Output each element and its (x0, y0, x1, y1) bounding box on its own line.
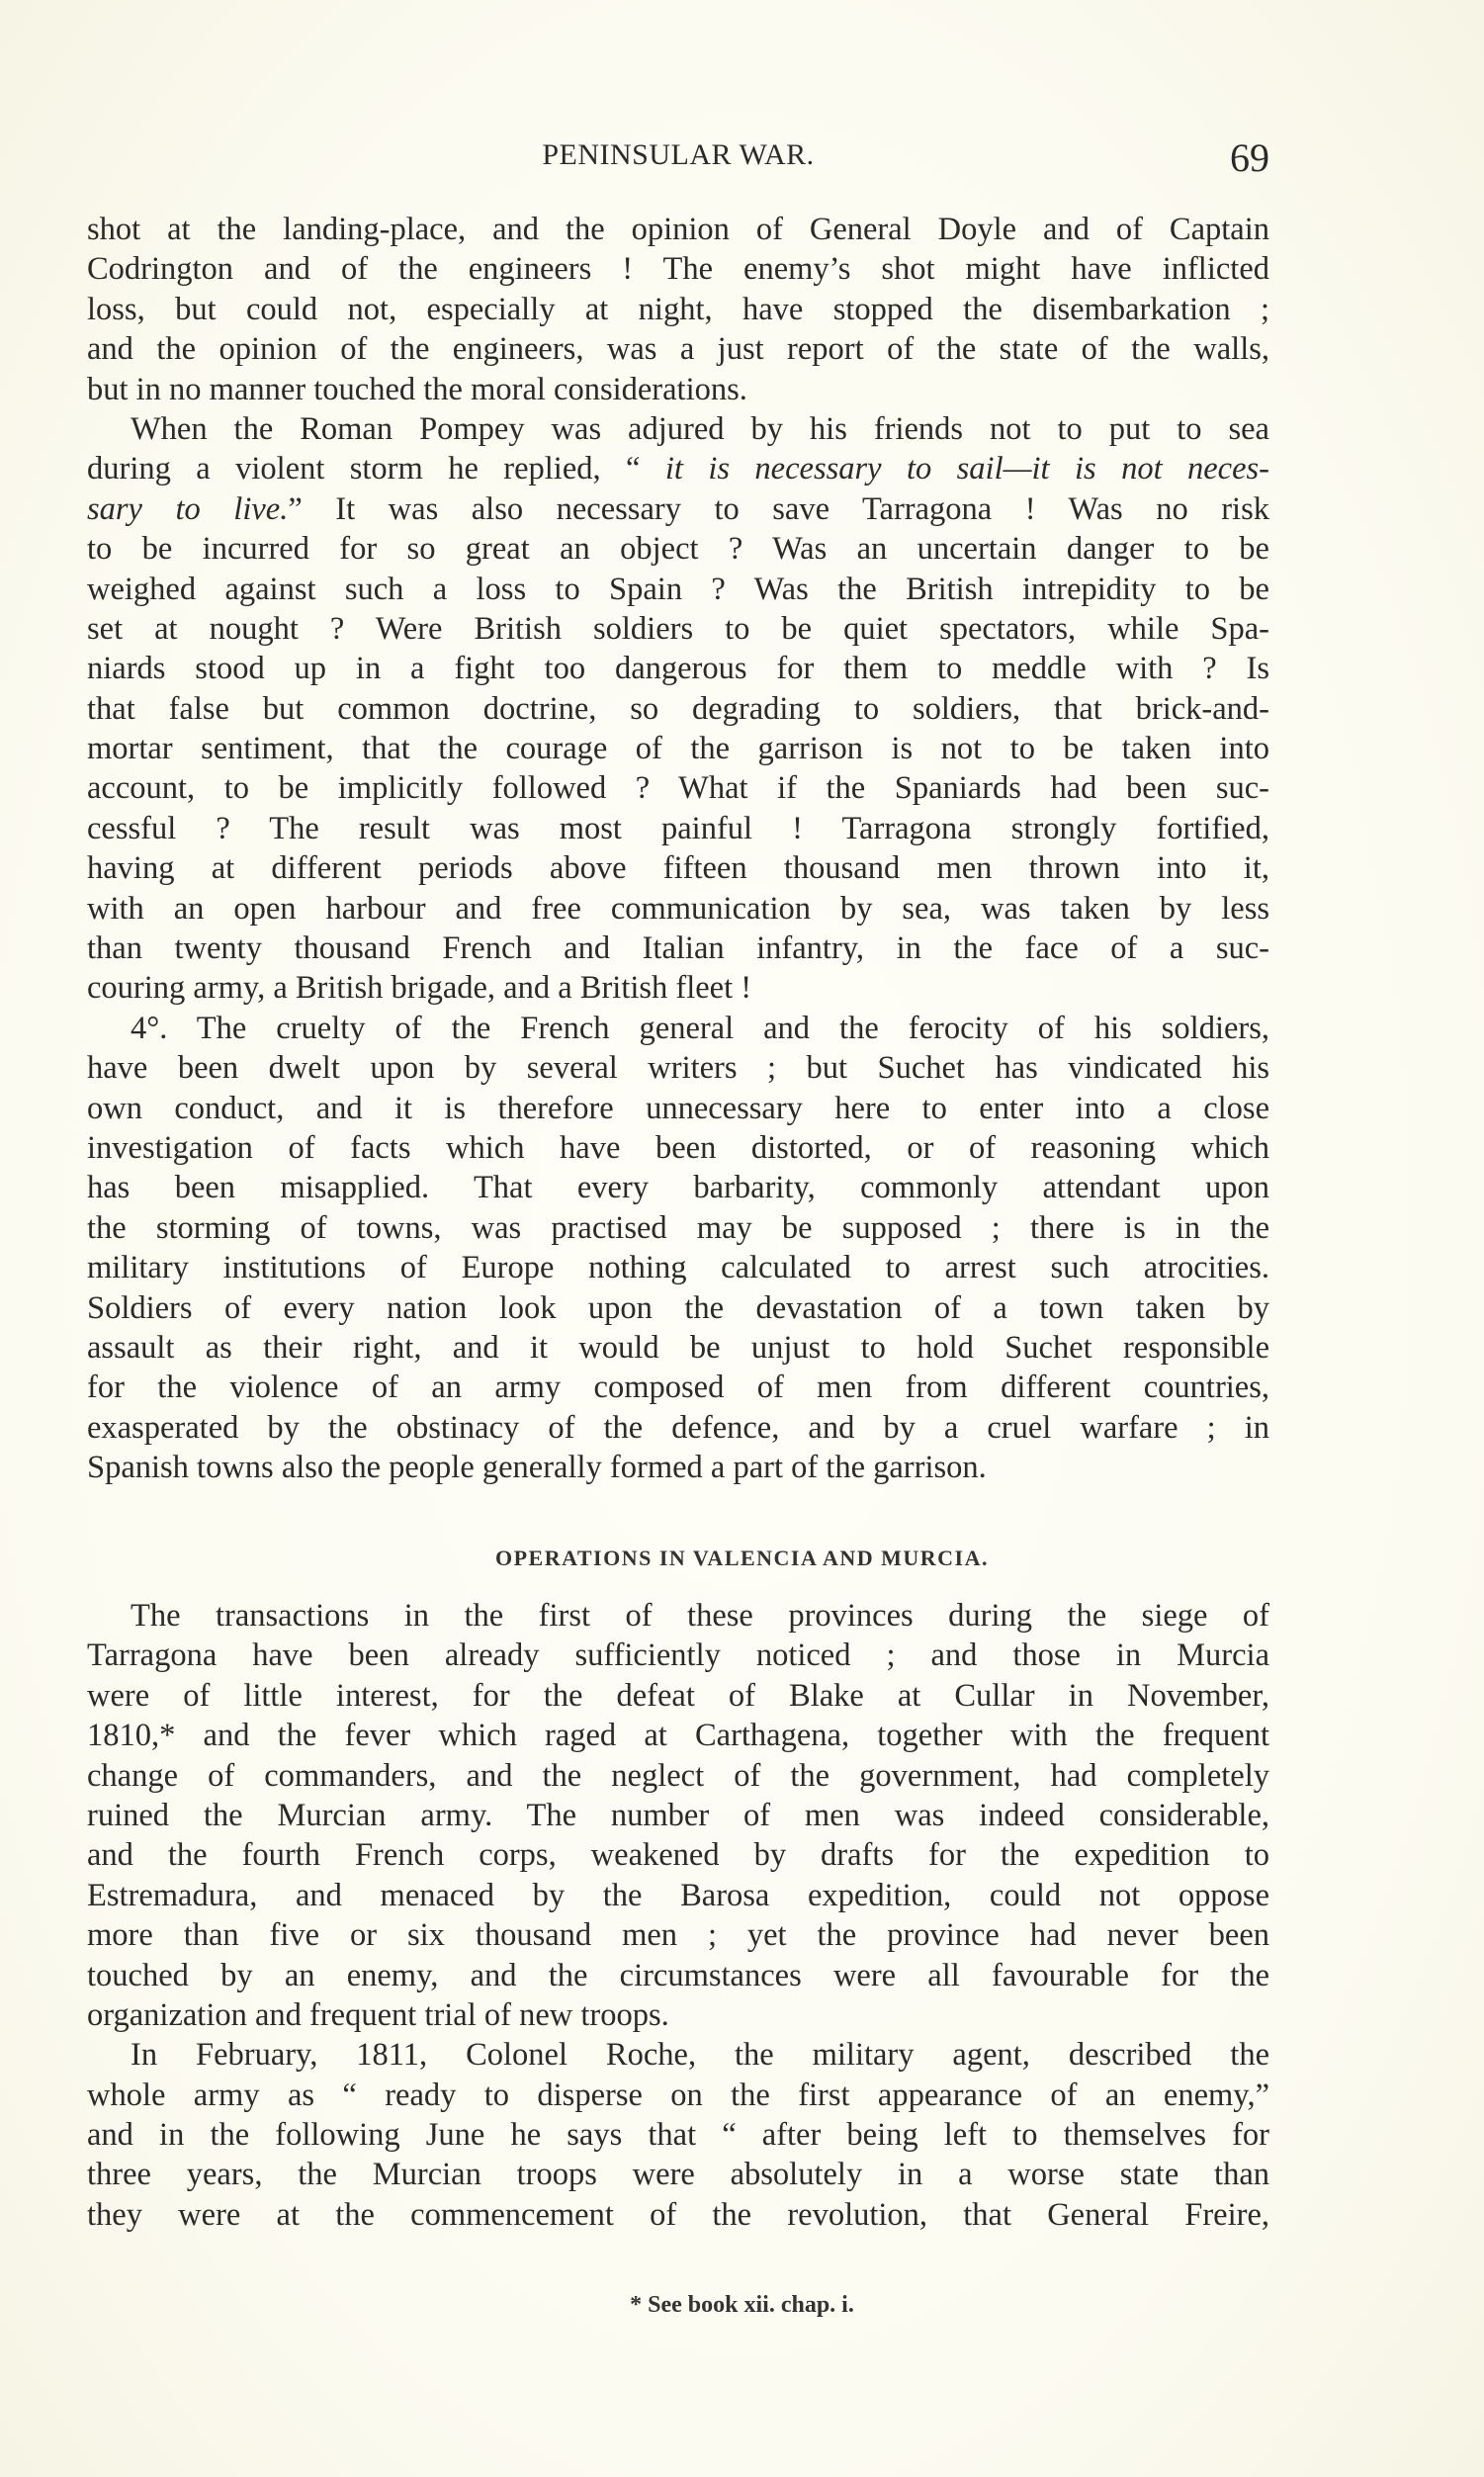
text-line: shot at the landing-place, and the opinion of General Doyle and of Captain (87, 212, 1269, 247)
text-line: 4°. The cruelty of the French general and the ferocity of his soldiers, (131, 1010, 1269, 1046)
text-line: assault as their right, and it would be unjust to hold Suchet responsible (87, 1329, 1269, 1366)
page-number: 69 (1230, 135, 1269, 180)
italic-quote: it is necessary to sail—it is not neces- (664, 451, 1269, 487)
text-span: during a violent storm he replied, “ (87, 451, 665, 487)
section-heading: OPERATIONS IN VALENCIA AND MURCIA. (494, 1546, 989, 1570)
text-line: three years, the Murcian troops were absolutely in a worse state than (87, 2157, 1269, 2193)
text-line: change of commanders, and the neglect of the government, had completely (87, 1757, 1269, 1794)
text-line: Spanish towns also the people generally formed a part of the garrison. (87, 1450, 987, 1486)
text-line: than twenty thousand French and Italian infantry, in the face of a suc- (87, 930, 1269, 967)
text-span: ” It was also necessary to save Tarragona ! Was no risk (288, 490, 1269, 527)
text-line: having at different periods above fifteen thousand men thrown into it, (87, 850, 1269, 887)
text-line: whole army as “ ready to disperse on the first appearance of an enemy,” (87, 2077, 1269, 2113)
text-line: the storming of towns, was practised may be supposed ; there is in the (87, 1209, 1269, 1246)
text-line: couring army, a British brigade, and a British fleet ! (87, 970, 752, 1007)
text-line: mortar sentiment, that the courage of the garrison is not to be taken into (87, 731, 1269, 767)
text-line: Soldiers of every nation look upon the devastation of a town taken by (87, 1289, 1269, 1326)
text-line: exasperated by the obstinacy of the defence, and by a cruel warfare ; in (87, 1409, 1269, 1446)
text-line-with-italic (87, 449, 1269, 488)
text-line: weighed against such a loss to Spain ? Was the British intrepidity to be (87, 571, 1269, 607)
running-title: PENINSULAR WAR. (542, 138, 815, 171)
text-line: have been dwelt upon by several writers ; but Suchet has vindicated his (87, 1050, 1269, 1087)
text-line: with an open harbour and free communication by sea, was taken by less (87, 890, 1269, 927)
text-line: Codrington and of the engineers ! The enemy’s shot might have inflicted (87, 251, 1269, 288)
text-line: In February, 1811, Colonel Roche, the military agent, described the (131, 2037, 1269, 2074)
text-line: and the opinion of the engineers, was a just report of the state of the walls, (87, 331, 1269, 368)
text-line: 1810,* and the fever which raged at Carthagena, together with the frequent (87, 1718, 1269, 1754)
text-line: The transactions in the first of these provinces during the siege of (131, 1598, 1269, 1634)
text-line: to be incurred for so great an object ? Was an uncertain danger to be (87, 531, 1269, 568)
text-line: cessful ? The result was most painful ! Tarragona strongly fortified, (87, 810, 1269, 846)
body-text-block-2 (87, 1596, 1269, 2235)
text-line: but in no manner touched the moral considerations. (87, 371, 747, 407)
text-line: loss, but could not, especially at night, have stopped the disembarkation ; (87, 291, 1269, 327)
text-line: niards stood up in a fight too dangerous for them to meddle with ? Is (87, 651, 1269, 687)
text-line: Tarragona have been already sufficiently noticed ; and those in Murcia (87, 1637, 1269, 1674)
text-line: own conduct, and it is therefore unnecessary here to enter into a close (87, 1090, 1269, 1126)
text-line: has been misapplied. That every barbarity, commonly attendant upon (87, 1170, 1269, 1206)
italic-quote: sary to live. (87, 490, 289, 527)
text-line: military institutions of Europe nothing calculated to arrest such atrocities. (87, 1250, 1269, 1286)
text-line: and the fourth French corps, weakened by drafts for the expedition to (87, 1837, 1269, 1874)
text-line: that false but common doctrine, so degrading to soldiers, that brick-and- (87, 690, 1269, 727)
text-line: set at nought ? Were British soldiers to be quiet spectators, while Spa- (87, 610, 1269, 647)
text-line: When the Roman Pompey was adjured by his friends not to put to sea (131, 410, 1269, 447)
text-line: more than five or six thousand men ; yet the province had never been (87, 1917, 1269, 1954)
text-line: account, to be implicitly followed ? What if the Spaniards had been suc- (87, 770, 1269, 807)
text-line: they were at the commencement of the revolution, that General Freire, (87, 2196, 1269, 2233)
body-text-block-1 (87, 210, 1269, 1488)
text-line-with-italic (87, 489, 1269, 529)
text-line: ruined the Murcian army. The number of men was indeed considerable, (87, 1797, 1269, 1833)
text-line: were of little interest, for the defeat of Blake at Cullar in November, (87, 1677, 1269, 1714)
footnote: * See book xii. chap. i. (630, 2292, 854, 2318)
running-head (87, 134, 1269, 180)
text-line: and in the following June he says that “ after being left to themselves for (87, 2117, 1269, 2154)
text-line: Estremadura, and menaced by the Barosa expedition, could not oppose (87, 1877, 1269, 1913)
text-line: investigation of facts which have been distorted, or of reasoning which (87, 1129, 1269, 1166)
text-line: organization and frequent trial of new troops. (87, 1996, 669, 2033)
text-line: for the violence of an army composed of men from different countries, (87, 1370, 1269, 1406)
text-line: touched by an enemy, and the circumstances were all favourable for the (87, 1957, 1269, 1993)
